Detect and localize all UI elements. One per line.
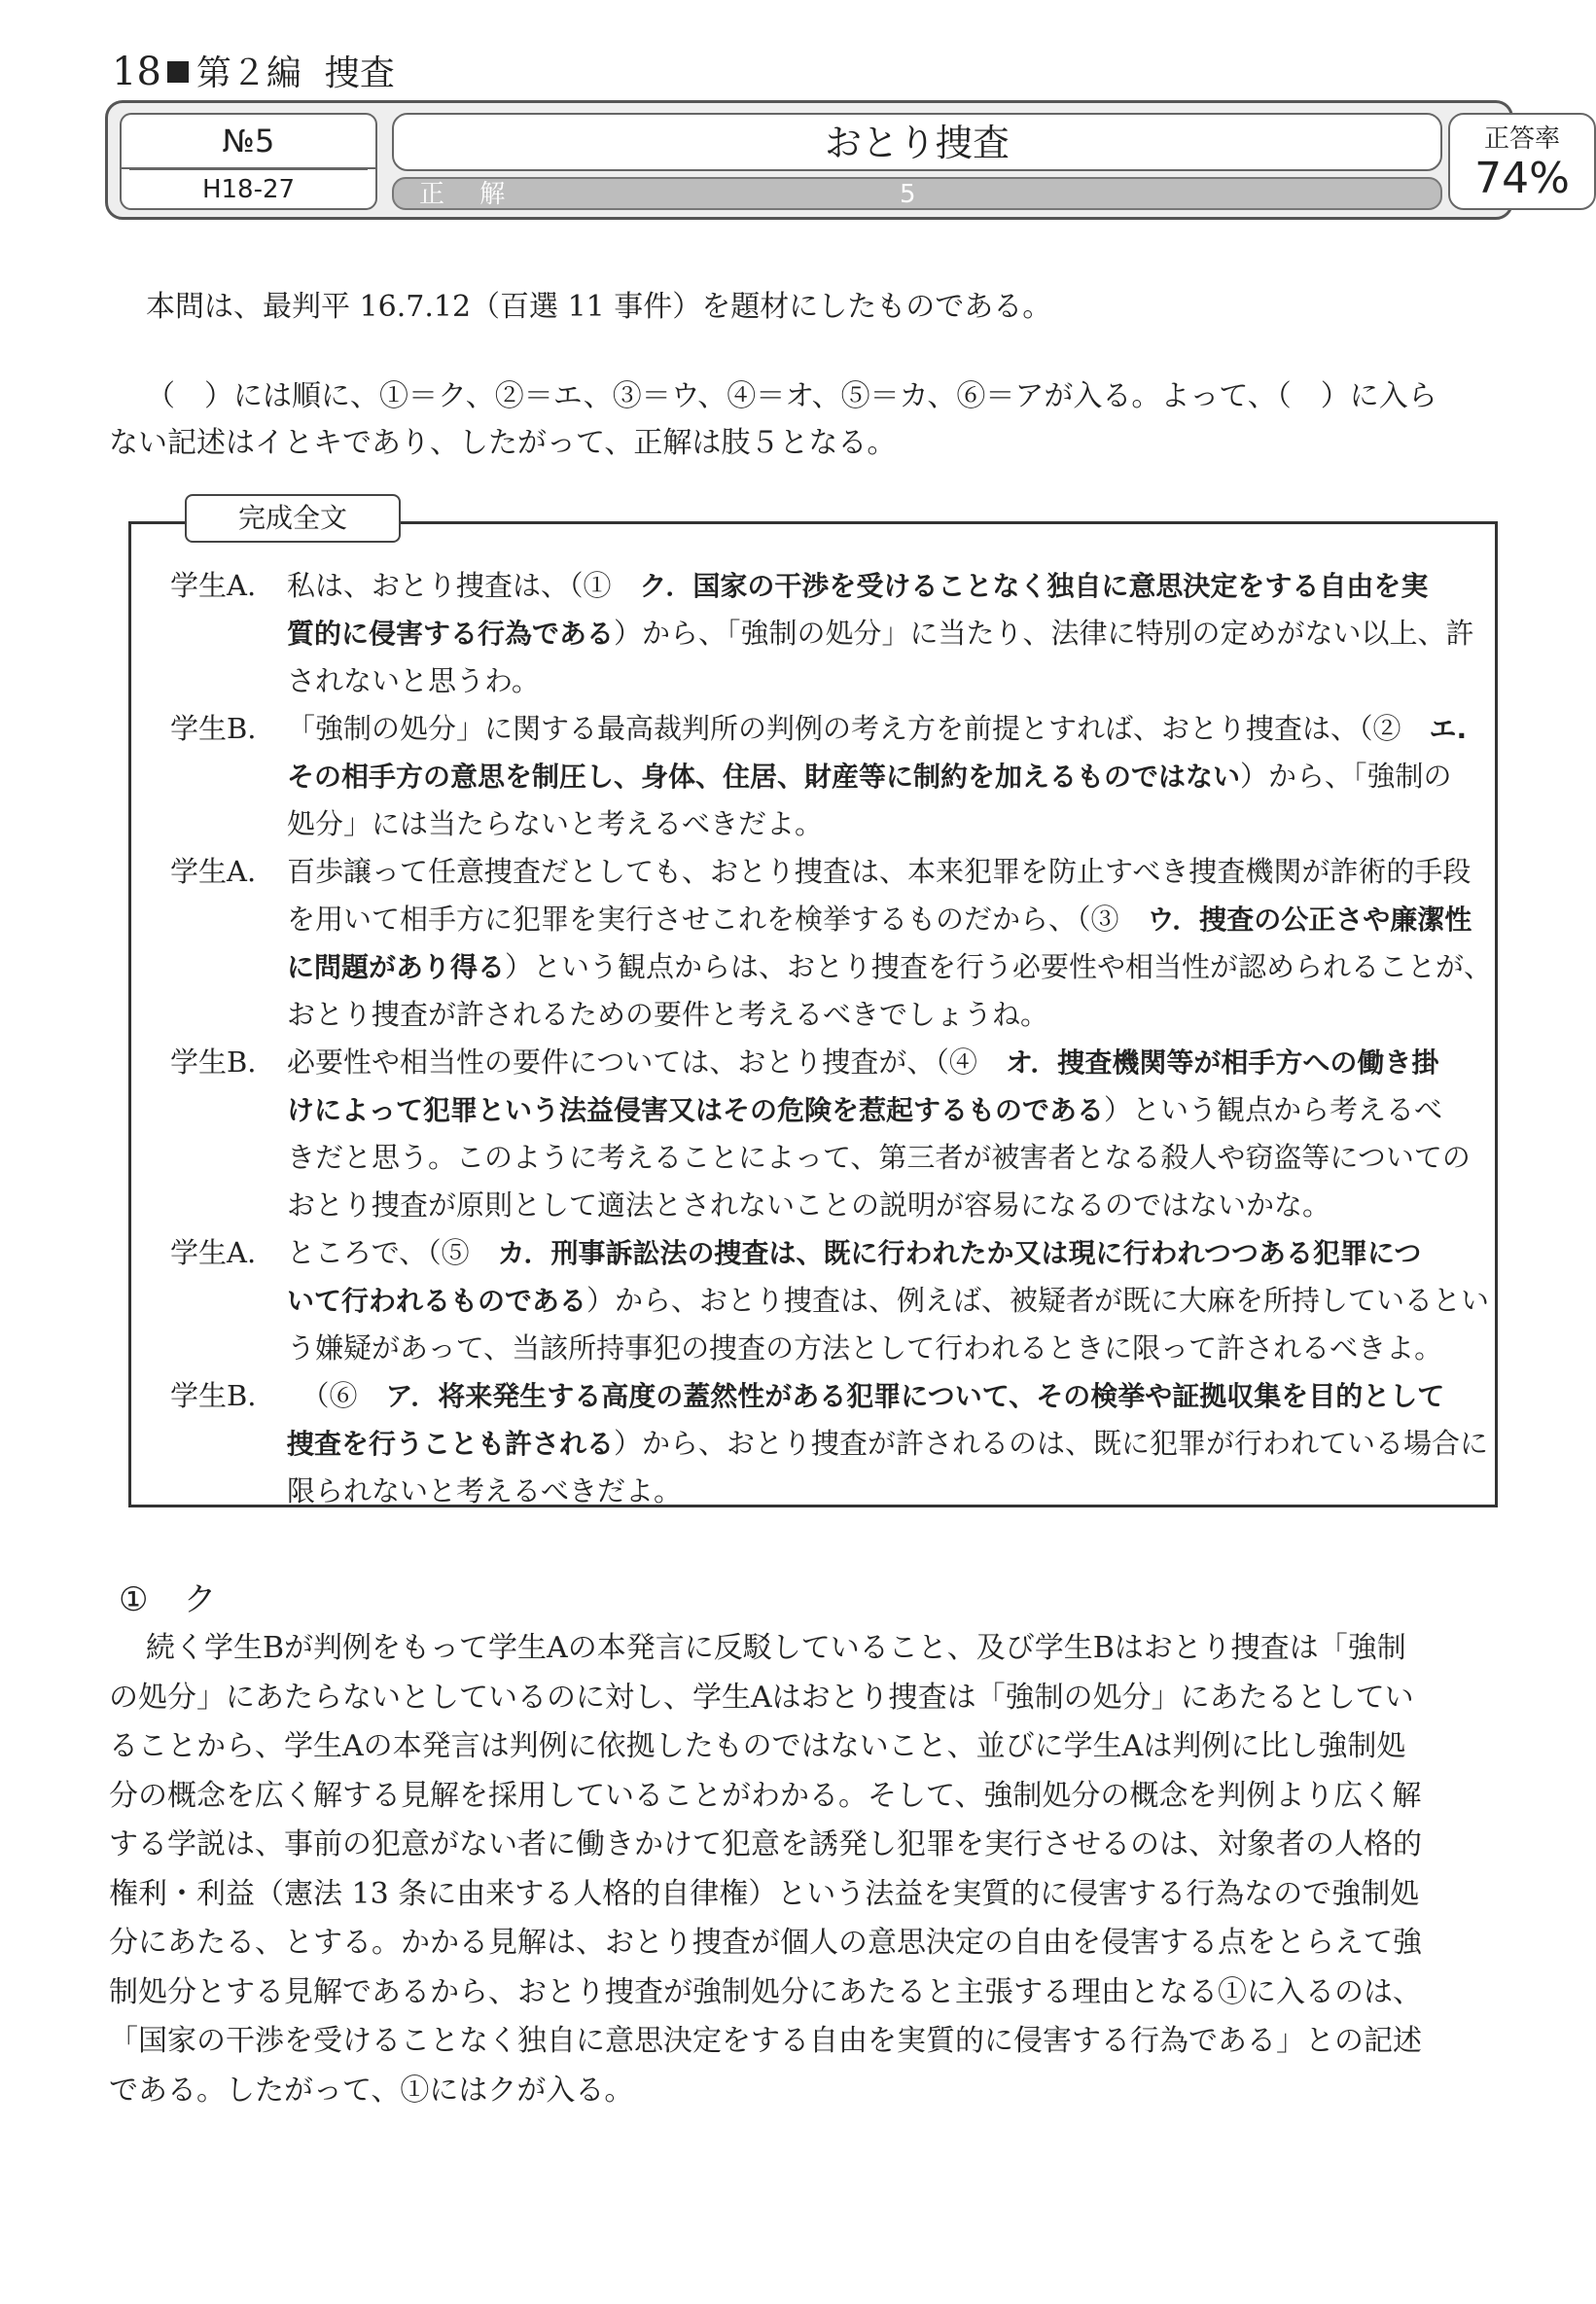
filled-blank: ク．国家の干渉を受けることなく独自に意思決定をする自由を実 [639, 570, 1429, 602]
blank-answer: ク [183, 1580, 217, 1619]
question-number: №5 [120, 113, 377, 167]
filled-blank: 質的に侵害する行為である [287, 618, 615, 650]
square-bullet-icon [167, 61, 189, 83]
dialogue-entry: 学生A. 私は、おとり捜査は、（① ク．国家の干渉を受けることなく独自に意思決定をする自由を実 質的に侵害する行為である）から、「強制の処分」に当たり、法律に特別の定めがない以上、許 されないと思うわ。 [170, 562, 1473, 705]
question-source: H18-27 [120, 167, 377, 210]
blank-number: ① [119, 1580, 149, 1619]
filled-blank: エ. [1429, 713, 1468, 745]
correct-rate-value: 74% [1474, 154, 1570, 203]
dialogue-speaker: 学生B. [170, 712, 257, 745]
filled-blank: オ．捜査機関等が相手方への働き掛 [1005, 1046, 1439, 1079]
filled-blank: いて行われるものである [287, 1285, 587, 1317]
filled-blank: ウ．捜査の公正さや廉潔性 [1147, 904, 1472, 936]
page-number: 18 [112, 50, 161, 94]
answer-bar [392, 177, 1442, 210]
explanation-heading [119, 1576, 216, 1624]
correct-rate-label: 正答率 [1483, 124, 1560, 154]
filled-blank: 捜査を行うことも許される [287, 1428, 615, 1460]
intro-paragraph: 本問は、最判平 16.7.12（百選 11 事件）を題材にしたものである。 [146, 290, 1052, 324]
filled-blank: カ．刑事訴訟法の捜査は、既に行われたか又は現に行われつつある犯罪につ [497, 1237, 1422, 1269]
completed-text-heading: 完成全文 [185, 494, 401, 543]
dialogue-entry: 学生A. ところで、（⑤ カ．刑事訴訟法の捜査は、既に行われたか又は現に行われつつある犯罪につ いて行われるものである）から、おとり捜査は、例えば、被疑者が既に大麻を所持しているとい う嫌疑があって、当該所持事犯の捜査の方法として行われるときに限って許されるべきよ。 [170, 1229, 1473, 1372]
dialogue-entry: 学生B. 「強制の処分」に関する最高裁判所の判例の考え方を前提とすれば、おとり捜査は、（② エ. その相手方の意思を制圧し、身体、住居、財産等に制約を加えるものではない）から、「強制の 処分」には当たらないと考えるべきだよ。 [170, 705, 1473, 848]
answer-value: 5 [900, 180, 916, 209]
dialogue-speaker: 学生A. [170, 855, 257, 888]
answer-label: 正 解 [419, 180, 519, 209]
explanation-paragraph: 続く学生Bが判例をもって学生Aの本発言に反駁していること、及び学生Bはおとり捜査は「強制 の処分」にあたらないとしているのに対し、学生Aはおとり捜査は「強制の処分」にあたるとしてい ることから、学生Aの本発言は判例に依拠したものではないこと、並びに学生Aは判例に比し強制処 分の概念を広く解する見解を採用していることがわかる。そして、強制処分の概念を判例より広く解 する学説は、事前の犯意がない者に働きかけて犯意を誘発し犯罪を実行させるのは、対象者の人格的 権利・利益（憲法 13 条に由来する人格的自律権）という法益を実質的に侵害する行為なので強制処 分にあたる、とする。かかる見解は、おとり捜査が個人の意思決定の自由を侵害する点をとらえて強 制処分とする見解であるから、おとり捜査が強制処分にあたると主張する理由となる①に入るのは、 「国家の干渉を受けることなく独自に意思決定をする自由を実質的に侵害する行為である」との記述 である。したがって、①にはクが入る。 [109, 1631, 1422, 2108]
running-head [112, 51, 395, 95]
question-title: おとり捜査 [392, 113, 1442, 171]
filled-blank: ア．将来発生する高度の蓋然性がある犯罪について、その検挙や証拠収集を目的として [385, 1380, 1445, 1412]
question-number-divider [129, 168, 368, 170]
question-header [105, 100, 1570, 220]
dialogue-speaker: 学生B. [170, 1379, 257, 1412]
filled-blank: に問題があり得る [287, 951, 506, 983]
dialogue-entry: 学生A. 百歩譲って任意捜査だとしても、おとり捜査は、本来犯罪を防止すべき捜査機関が詐術的手段 を用いて相手方に犯罪を実行させこれを検挙するものだから、（③ ウ．捜査の公正さや廉潔性 に問題があり得る）という観点からは、おとり捜査を行う必要性や相当性が認められることが、 おとり捜査が許されるための要件と考えるべきでしょうね。 [170, 848, 1473, 1039]
dialogue-speaker: 学生A. [170, 569, 257, 602]
correct-rate-box [1448, 113, 1596, 210]
filled-blank: その相手方の意思を制圧し、身体、住居、財産等に制約を加えるものではない [287, 761, 1241, 793]
part-label: 第２編 [195, 53, 301, 93]
dialogue-speaker: 学生B. [170, 1046, 257, 1079]
dialogue-speaker: 学生A. [170, 1236, 257, 1269]
part-title: 捜査 [324, 53, 395, 93]
dialogue-entry: 学生B. （⑥ ア．将来発生する高度の蓋然性がある犯罪について、その検挙や証拠収集を目的として 捜査を行うことも許される）から、おとり捜査が許されるのは、既に犯罪が行われている場合に 限られないと考えるべきだよ。 [170, 1372, 1473, 1515]
dialogue-entry: 学生B. 必要性や相当性の要件については、おとり捜査が、（④ オ．捜査機関等が相手方への働き掛 けによって犯罪という法益侵害又はその危険を惹起するものである）という観点から考えるべ きだと思う。このように考えることによって、第三者が被害者となる殺人や窃盗等についての おとり捜査が原則として適法とされないことの説明が容易になるのではないかな。 [170, 1039, 1473, 1229]
filled-blank: けによって犯罪という法益侵害又はその危険を惹起するものである [287, 1094, 1105, 1126]
answer-summary-paragraph: （ ）には順に、①＝ク、②＝エ、③＝ウ、④＝オ、⑤＝カ、⑥＝アが入る。よって、（ ）に入ら ない記述はイとキであり、したがって、正解は肢５となる。 [109, 379, 1437, 460]
